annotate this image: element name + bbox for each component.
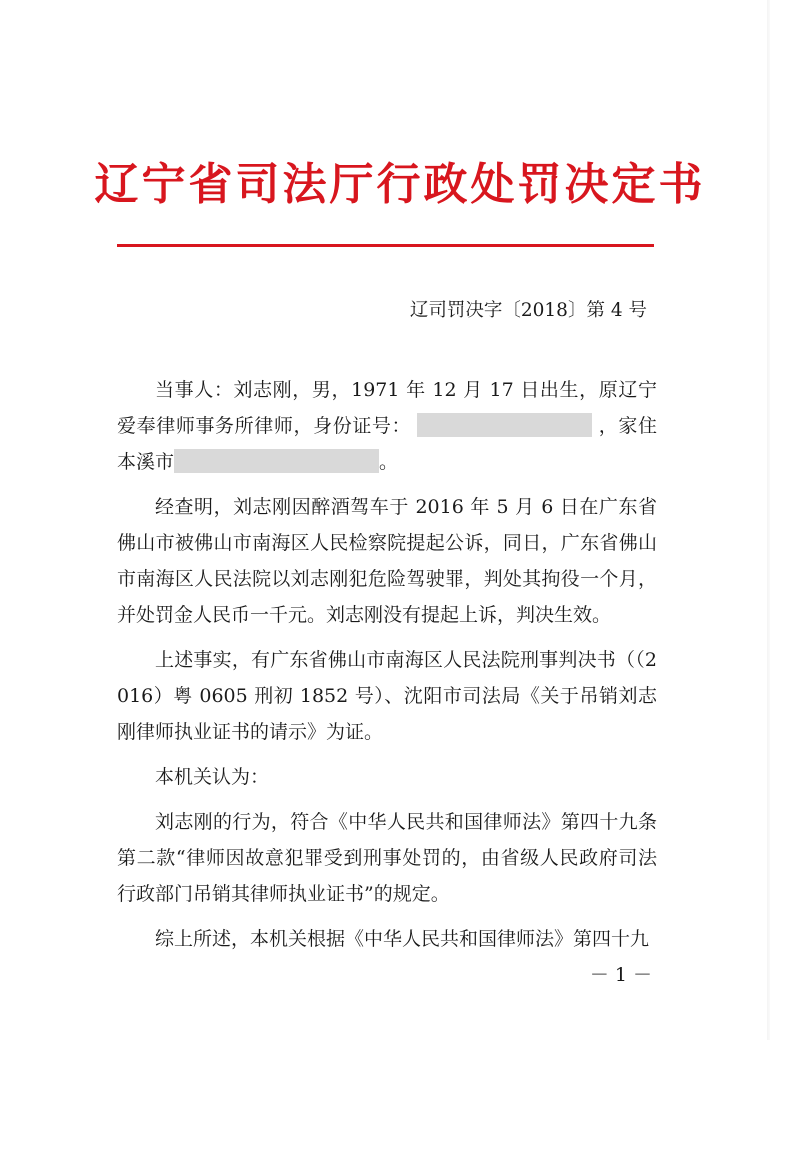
title-divider [117, 244, 654, 247]
party-text-c: 。 [379, 451, 399, 473]
party-text-a: 当事人：刘志刚，男，1971 年 12 月 17 日出生，原辽宁爱奉律师事务所律师，身份证号： [117, 379, 657, 437]
document-body [117, 372, 657, 957]
paragraph-legal-basis: 刘志刚的行为，符合《中华人民共和国律师法》第四十九条第二款“律师因故意犯罪受到刑事处罚的，由省级人民政府司法行政部门吊销其律师执业证书”的规定。 [117, 811, 657, 905]
page-number: － 1 － [589, 964, 652, 986]
party-text-b: ，家住本溪市 [117, 415, 657, 473]
redacted-address [174, 449, 379, 473]
paragraph-party [117, 372, 657, 480]
redacted-id-number [417, 413, 592, 437]
document-number: 辽司罚决字〔2018〕第 4 号 [409, 300, 647, 321]
paragraph-conclusion: 综上所述，本机关根据《中华人民共和国律师法》第四十九 [155, 928, 650, 950]
paragraph-opinion-heading: 本机关认为： [155, 766, 270, 788]
paragraph-evidence: 上述事实，有广东省佛山市南海区人民法院刑事判决书（（2016）粤 0605 刑初 1852 号）、沈阳市司法局《关于吊销刘志刚律师执业证书的请示》为证。 [117, 649, 657, 743]
paragraph-findings: 经查明，刘志刚因醉酒驾车于 2016 年 5 月 6 日在广东省佛山市被佛山市南海区人民检察院提起公诉，同日，广东省佛山市南海区人民法院以刘志刚犯危险驾驶罪，判处其拘役一个月，并处罚金人民币一千元。刘志刚没有提起上诉，判决生效。 [117, 496, 657, 626]
document-title: 辽宁省司法厅行政处罚决定书 [94, 159, 706, 210]
